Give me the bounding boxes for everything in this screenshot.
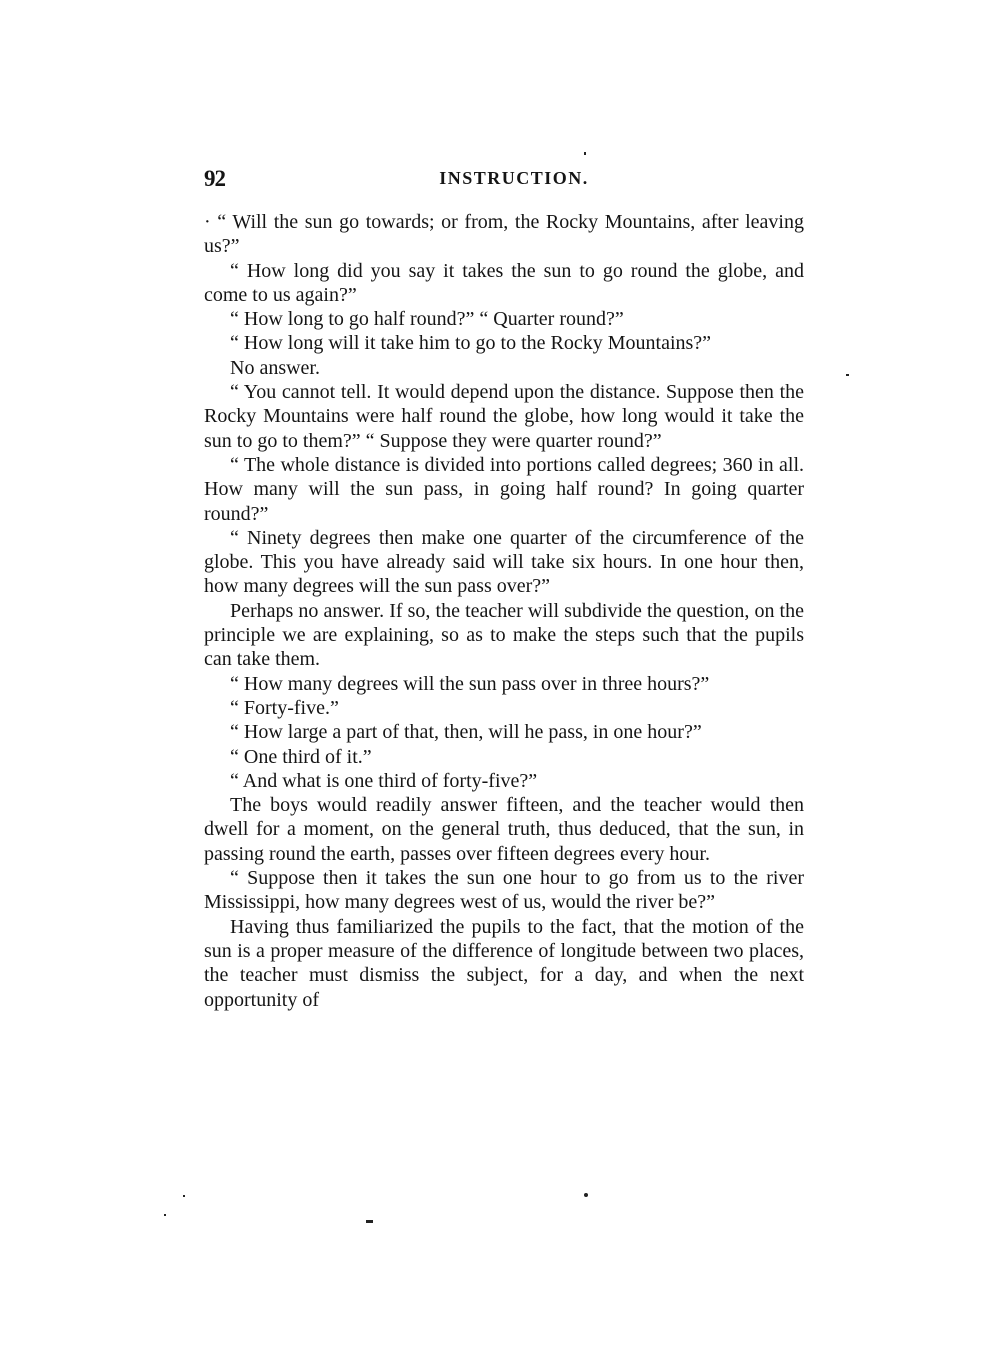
paragraph: “ One third of it.” <box>230 745 372 768</box>
paragraph: “ How long will it take him to go to the Rocky Mountains?” <box>230 332 712 355</box>
scan-speck <box>164 1214 166 1216</box>
scan-speck <box>584 152 586 155</box>
paragraph: “ You cannot tell. It would depend upon the distance. Suppose then the Rocky Mountains were half round the globe, how long would it take the sun to go to them?” “ Suppose they were quarter round?” <box>204 381 804 452</box>
paragraph: “ How large a part of that, then, will he pass, in one hour?” <box>230 721 702 744</box>
paragraph: “ The whole distance is divided into portions called degrees; 360 in all. How many will the sun pass, in going half round? In going quarter round?” <box>204 453 804 525</box>
paragraph: · “ Will the sun go towards; or from, the Rocky Mountains, after leaving us?” <box>204 211 804 258</box>
scan-speck <box>584 1193 588 1197</box>
paragraph: “ Suppose then it takes the sun one hour to go from us to the river Mississippi, how many degrees west of us, would the river be?” <box>204 867 804 914</box>
running-title: INSTRUCTION. <box>439 168 589 188</box>
page-header <box>204 166 804 194</box>
paragraph: No answer. <box>230 356 320 379</box>
paragraph: “ Forty-five.” <box>230 696 339 719</box>
body-text <box>204 210 804 1012</box>
page-number: 92 <box>204 166 225 191</box>
paragraph: The boys would readily answer fifteen, and the teacher would then dwell for a moment, on the general truth, thus deduced, that the sun, in passing round the earth, passes over fifteen degrees every hour. <box>204 794 804 865</box>
paragraph: “ How long did you say it takes the sun to go round the globe, and come to us again?” <box>204 259 804 306</box>
scan-speck <box>846 374 849 376</box>
paragraph: Having thus familiarized the pupils to the fact, that the motion of the sun is a proper measure of the difference of longitude between two places, the teacher must dismiss the subject, for a day, and when the next opportunity of <box>204 915 804 1011</box>
scan-speck <box>366 1220 373 1223</box>
paragraph: “ How long to go half round?” “ Quarter round?” <box>230 308 624 331</box>
paragraph: “ Ninety degrees then make one quarter of the circumference of the globe. This you have already said will take six hours. In one hour then, how many degrees will the sun pass over?” <box>204 526 804 598</box>
paragraph: “ And what is one third of forty-five?” <box>230 769 538 792</box>
paragraph: Perhaps no answer. If so, the teacher will subdivide the question, on the principle we are explaining, so as to make the steps such that the pupils can take them. <box>204 599 804 671</box>
scan-speck <box>183 1195 185 1197</box>
paragraph: “ How many degrees will the sun pass over in three hours?” <box>230 672 710 695</box>
